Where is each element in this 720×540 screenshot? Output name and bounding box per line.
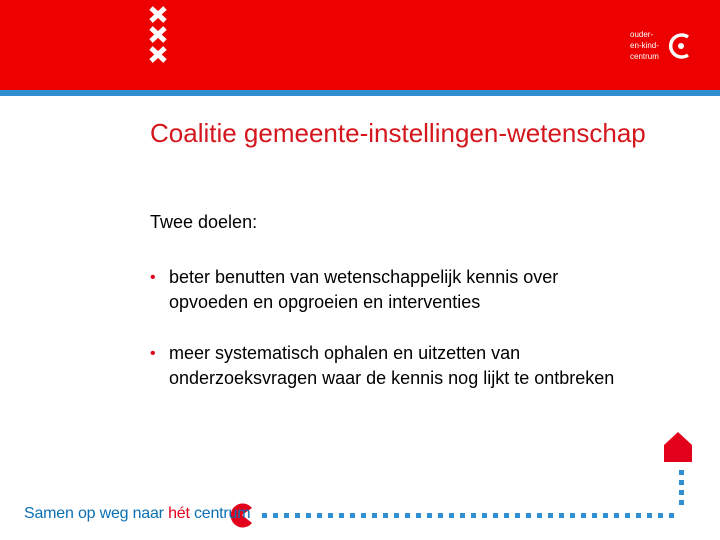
intro-text: Twee doelen: [150,212,258,232]
path-dot [339,513,344,518]
path-dot [658,513,663,518]
bullet-dot: • [150,269,156,286]
path-dot [614,513,619,518]
path-dot [295,513,300,518]
slide-title: Coalitie gemeente-instellingen-wetenschap [150,118,646,148]
path-dot [350,513,355,518]
bullet-text: meer systematisch ophalen en uitzetten van onderzoeksvragen waar de kennis nog lijkt te ontbreken [169,343,615,388]
path-dot [548,513,553,518]
path-dot [471,513,476,518]
path-dot [262,513,267,518]
path-dot [449,513,454,518]
path-dot [482,513,487,518]
path-dot [515,513,520,518]
path-dot [581,513,586,518]
path-dot [328,513,333,518]
path-dot [592,513,597,518]
bullet-text: beter benutten van wetenschappelijk kennis over opvoeden en opgroeien en interventies [169,267,559,312]
path-dot [504,513,509,518]
path-dot [669,513,674,518]
path-dot [438,513,443,518]
path-dot [679,480,684,485]
path-dot [636,513,641,518]
path-dot [526,513,531,518]
logo-text: ouder- en-kind- centrum [630,30,659,61]
footer-tagline: Samen op weg naar hét centrum [24,505,251,522]
path-dot [537,513,542,518]
path-dot [570,513,575,518]
path-dot [427,513,432,518]
path-dot [647,513,652,518]
path-dot [416,513,421,518]
path-dot [603,513,608,518]
path-dot [460,513,465,518]
path-dot [383,513,388,518]
path-dot [493,513,498,518]
path-dot [679,470,684,475]
path-dot [273,513,278,518]
path-dot [625,513,630,518]
path-dot [306,513,311,518]
path-dot [394,513,399,518]
path-dot [372,513,377,518]
house-icon [664,432,692,462]
tagline-accent: hét [168,505,190,522]
bullet-dot: • [150,345,156,362]
path-dot [405,513,410,518]
path-dot [317,513,322,518]
path-dot [284,513,289,518]
path-dot [559,513,564,518]
path-dot [679,500,684,505]
path-dot [679,490,684,495]
path-dot [361,513,366,518]
